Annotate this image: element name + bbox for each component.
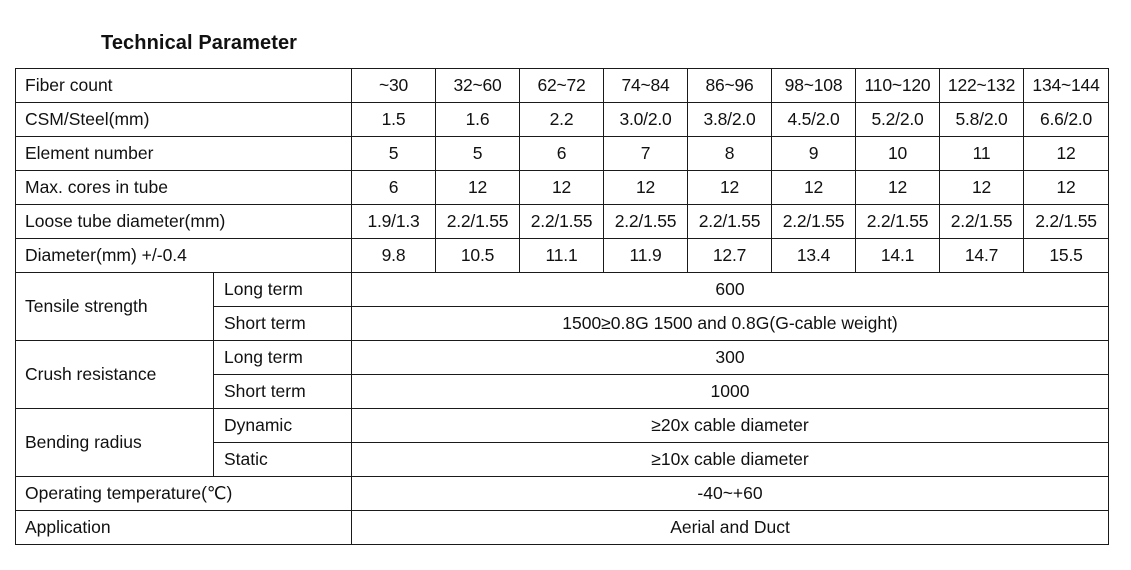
table-cell: ~30 (352, 69, 436, 103)
tensile-short-term-label: Short term (214, 307, 352, 341)
table-cell: 2.2/1.55 (772, 205, 856, 239)
table-cell: 2.2/1.55 (688, 205, 772, 239)
row-label: Loose tube diameter(mm) (16, 205, 352, 239)
table-row (16, 239, 1109, 273)
spec-rows (16, 69, 1109, 273)
table-cell: 8 (688, 137, 772, 171)
table-cell: 6.6/2.0 (1024, 103, 1109, 137)
table-cell: 12 (856, 171, 940, 205)
row-label: Fiber count (16, 69, 352, 103)
application-label: Application (16, 511, 352, 545)
mechanical-rows (16, 273, 1109, 545)
crush-short-term-label: Short term (214, 375, 352, 409)
table-cell: 10 (856, 137, 940, 171)
table-cell: 74~84 (604, 69, 688, 103)
table-cell: 2.2/1.55 (1024, 205, 1109, 239)
table-cell: 5.8/2.0 (940, 103, 1024, 137)
table-cell: 12 (1024, 171, 1109, 205)
table-row (16, 137, 1109, 171)
bending-dynamic-label: Dynamic (214, 409, 352, 443)
table-cell: 9 (772, 137, 856, 171)
table-cell: 1.6 (436, 103, 520, 137)
table-cell: 14.7 (940, 239, 1024, 273)
table-cell: 11 (940, 137, 1024, 171)
table-cell: 5 (436, 137, 520, 171)
table-cell: 12 (520, 171, 604, 205)
table-row (16, 171, 1109, 205)
tensile-strength-label: Tensile strength (16, 273, 214, 341)
table-cell: 2.2/1.55 (856, 205, 940, 239)
row-label: Element number (16, 137, 352, 171)
table-cell: 98~108 (772, 69, 856, 103)
table-cell: 4.5/2.0 (772, 103, 856, 137)
table-cell: 11.9 (604, 239, 688, 273)
table-cell: 12 (940, 171, 1024, 205)
table-cell: 14.1 (856, 239, 940, 273)
table-cell: 2.2/1.55 (436, 205, 520, 239)
table-cell: 86~96 (688, 69, 772, 103)
table-cell: 2.2/1.55 (604, 205, 688, 239)
row-label: Max. cores in tube (16, 171, 352, 205)
table-cell: 2.2/1.55 (940, 205, 1024, 239)
table-cell: 12 (436, 171, 520, 205)
table-row (16, 409, 1109, 443)
tensile-long-term-label: Long term (214, 273, 352, 307)
tensile-long-term-value: 600 (352, 273, 1109, 307)
table-cell: 122~132 (940, 69, 1024, 103)
bending-dynamic-value: ≥20x cable diameter (352, 409, 1109, 443)
table-cell: 11.1 (520, 239, 604, 273)
table-row (16, 69, 1109, 103)
crush-short-term-value: 1000 (352, 375, 1109, 409)
crush-long-term-label: Long term (214, 341, 352, 375)
table-cell: 2.2 (520, 103, 604, 137)
table-cell: 3.0/2.0 (604, 103, 688, 137)
bending-radius-label: Bending radius (16, 409, 214, 477)
table-cell: 62~72 (520, 69, 604, 103)
table-cell: 2.2/1.55 (520, 205, 604, 239)
table-cell: 12.7 (688, 239, 772, 273)
table-row (16, 477, 1109, 511)
tensile-short-term-value: 1500≥0.8G 1500 and 0.8G(G-cable weight) (352, 307, 1109, 341)
row-label: Diameter(mm) +/-0.4 (16, 239, 352, 273)
table-cell: 6 (520, 137, 604, 171)
table-cell: 134~144 (1024, 69, 1109, 103)
table-cell: 10.5 (436, 239, 520, 273)
table-cell: 12 (772, 171, 856, 205)
table-cell: 5 (352, 137, 436, 171)
table-cell: 12 (1024, 137, 1109, 171)
table-cell: 12 (688, 171, 772, 205)
operating-temperature-value: -40~+60 (352, 477, 1109, 511)
table-cell: 5.2/2.0 (856, 103, 940, 137)
bending-static-value: ≥10x cable diameter (352, 443, 1109, 477)
table-row (16, 205, 1109, 239)
table-cell: 1.9/1.3 (352, 205, 436, 239)
operating-temperature-label: Operating temperature(℃) (16, 477, 352, 511)
table-row (16, 511, 1109, 545)
table-row (16, 341, 1109, 375)
table-cell: 9.8 (352, 239, 436, 273)
table-cell: 15.5 (1024, 239, 1109, 273)
table-cell: 3.8/2.0 (688, 103, 772, 137)
table-cell: 13.4 (772, 239, 856, 273)
table-cell: 6 (352, 171, 436, 205)
application-value: Aerial and Duct (352, 511, 1109, 545)
table-row (16, 273, 1109, 307)
table-cell: 110~120 (856, 69, 940, 103)
table-cell: 1.5 (352, 103, 436, 137)
table-cell: 32~60 (436, 69, 520, 103)
page-title: Technical Parameter (101, 32, 298, 54)
technical-parameter-table (15, 68, 1109, 545)
table-row (16, 103, 1109, 137)
crush-long-term-value: 300 (352, 341, 1109, 375)
row-label: CSM/Steel(mm) (16, 103, 352, 137)
crush-resistance-label: Crush resistance (16, 341, 214, 409)
bending-static-label: Static (214, 443, 352, 477)
table-cell: 7 (604, 137, 688, 171)
table-cell: 12 (604, 171, 688, 205)
